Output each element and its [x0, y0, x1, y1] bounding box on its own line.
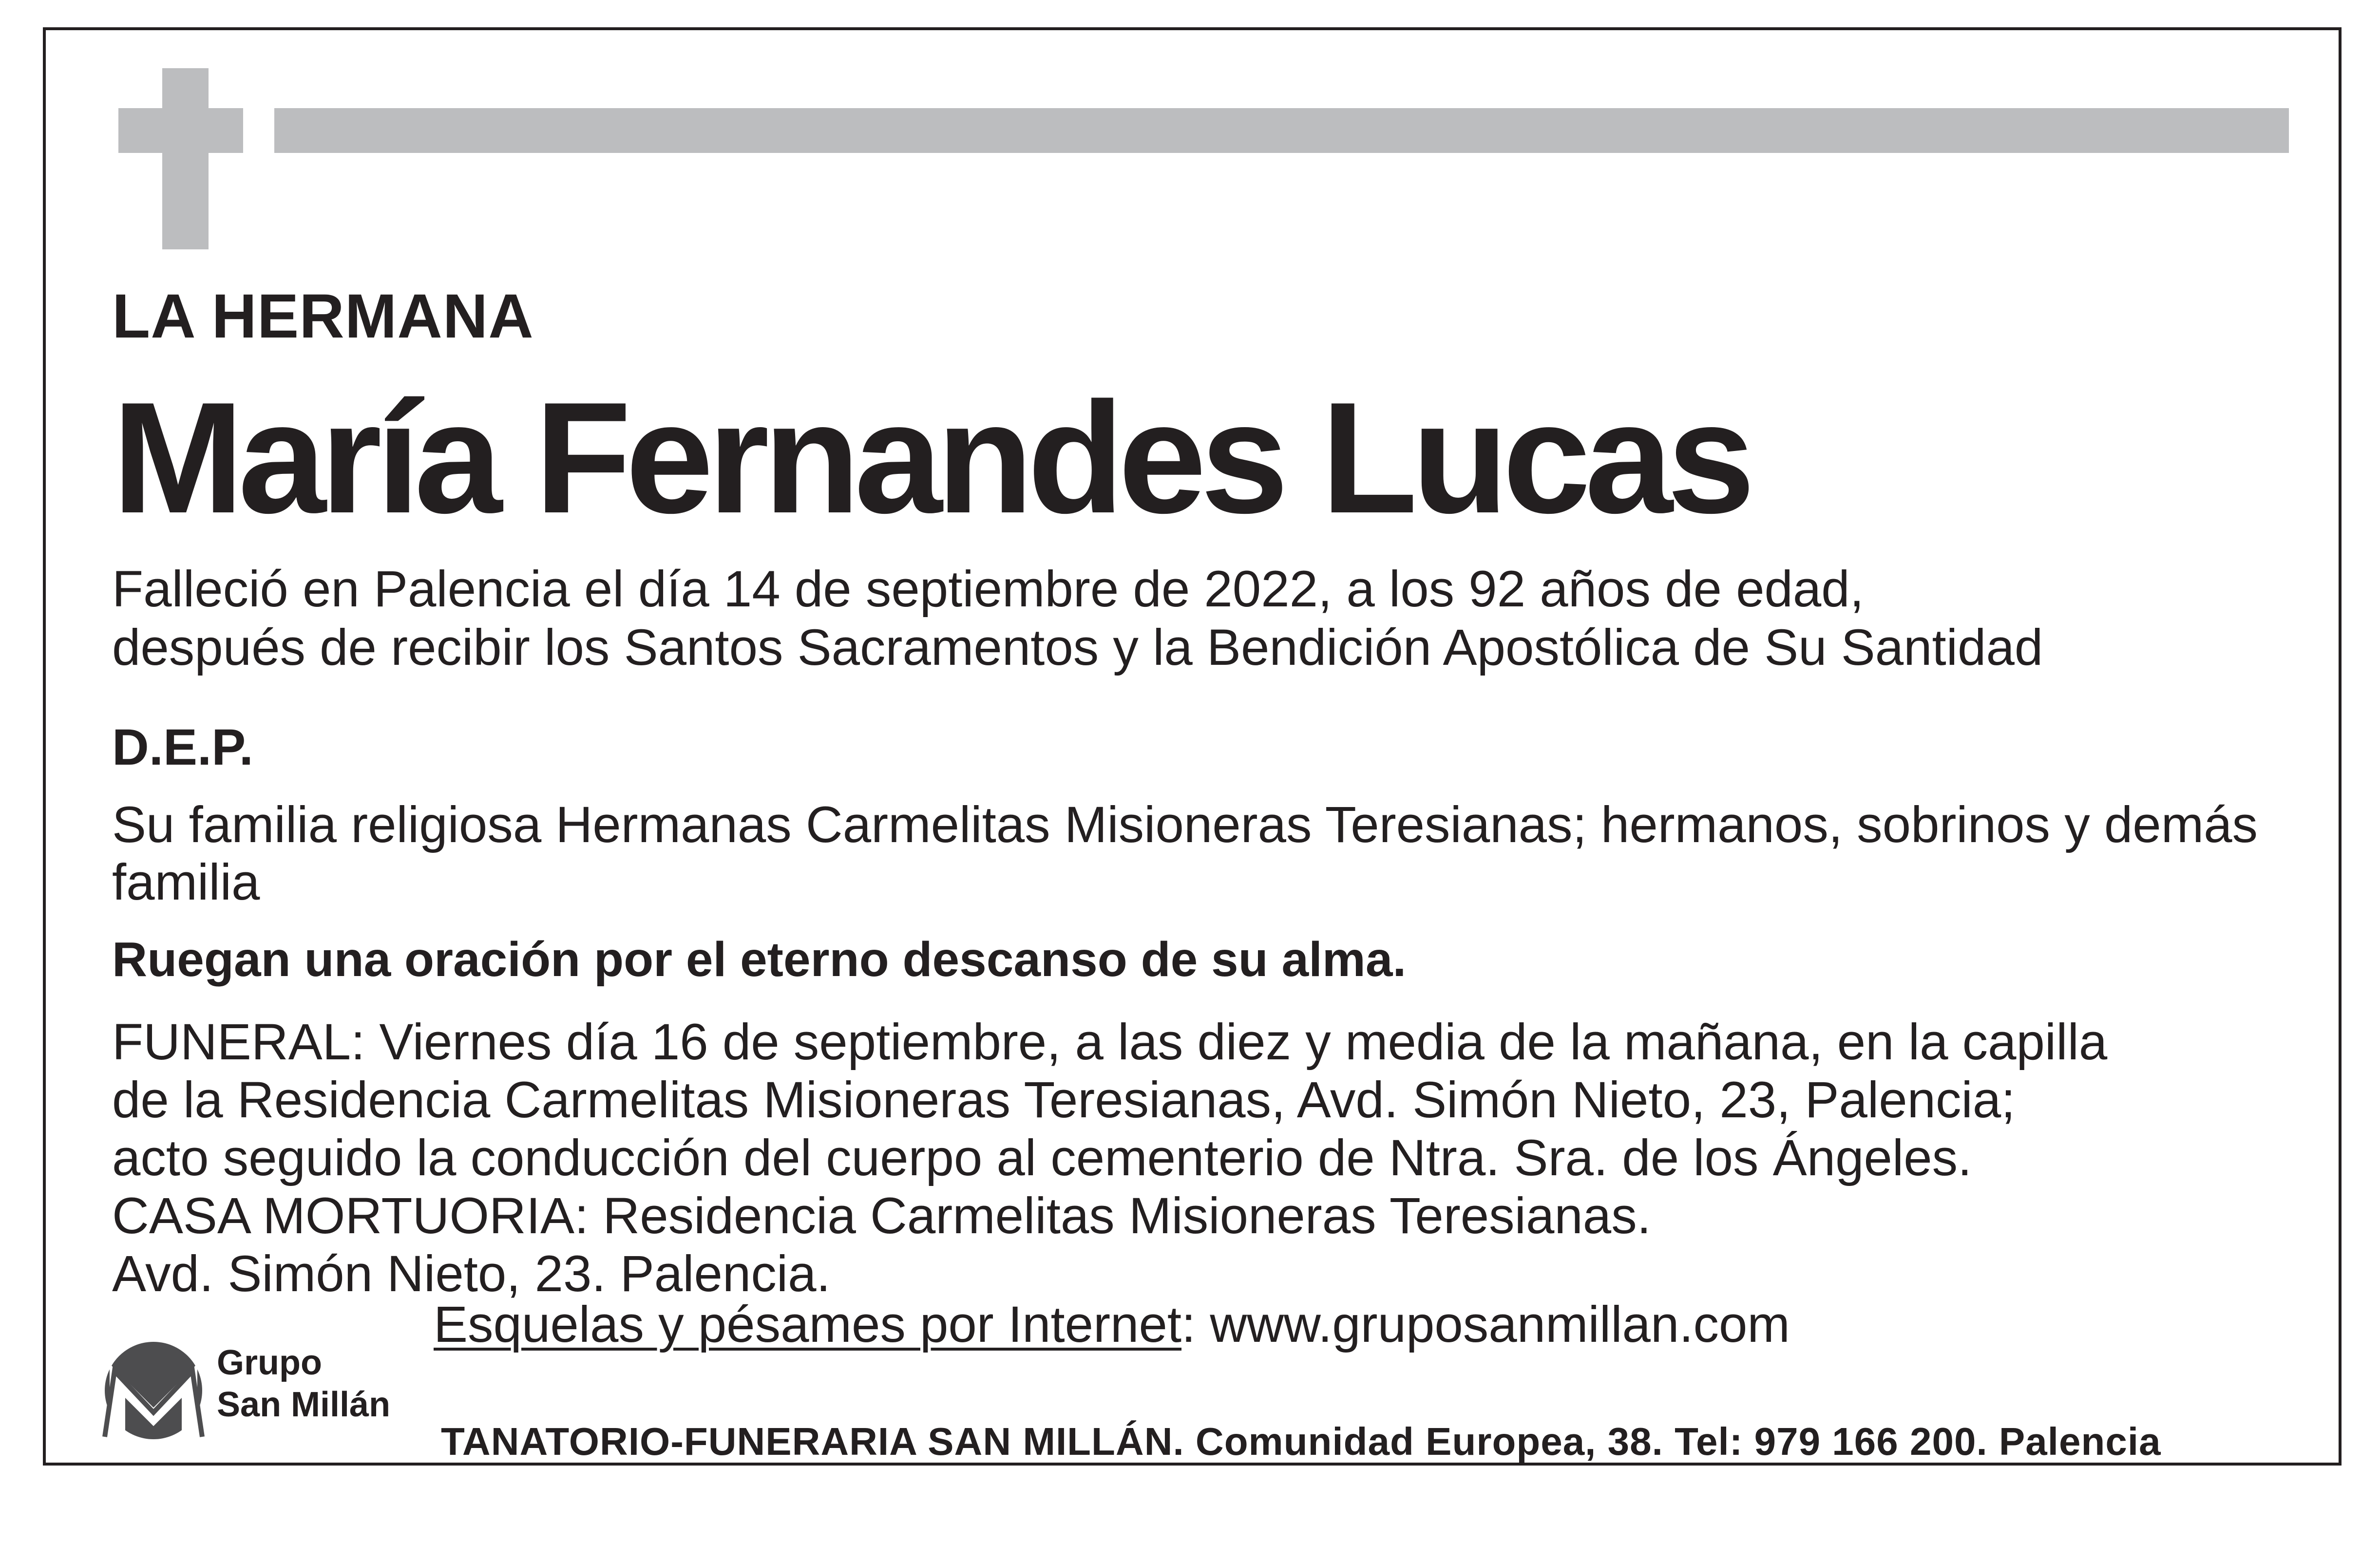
deceased-name: María Fernandes Lucas: [112, 369, 1750, 546]
dep-label: D.E.P.: [112, 719, 253, 776]
internet-separator: :: [1181, 1296, 1196, 1353]
death-notice: [112, 560, 2043, 677]
decorative-rule: [274, 108, 2289, 153]
funeral-details: [112, 1013, 2107, 1303]
website-url[interactable]: www.gruposanmillan.com: [1210, 1296, 1790, 1353]
death-line-2: después de recibir los Santos Sacramentos y la Bendición Apostólica de Su Santidad: [112, 619, 2043, 676]
internet-line: [434, 1296, 1790, 1354]
internet-label: Esquelas y pésames por Internet: [434, 1296, 1182, 1353]
funeral-line: de la Residencia Carmelitas Misioneras Teresianas, Avd. Simón Nieto, 23, Palencia;: [112, 1072, 2016, 1128]
funeral-home-footer: TANATORIO-FUNERARIA SAN MILLÁN. Comunidad Europea, 38. Tel: 979 166 200. Palencia: [441, 1420, 2161, 1463]
cross-vertical-bar: [162, 68, 209, 249]
san-millan-logo-icon: [100, 1335, 207, 1447]
logo-line-2: San Millán: [217, 1385, 391, 1424]
funeral-line: FUNERAL: Viernes día 16 de septiembre, a las diez y media de la mañana, en la capilla: [112, 1014, 2108, 1071]
logo-wordmark: [217, 1342, 390, 1426]
relation-label: LA HERMANA: [112, 282, 534, 351]
family-line-1: Su familia religiosa Hermanas Carmelitas Misioneras Teresianas; hermanos, sobrinos y demás: [112, 796, 2258, 853]
family-line-2: familia: [112, 854, 260, 911]
funeral-line: Avd. Simón Nieto, 23. Palencia.: [112, 1245, 831, 1302]
family-text: [112, 796, 2258, 911]
funeral-line: acto seguido la conducción del cuerpo al cementerio de Ntra. Sra. de los Ángeles.: [112, 1129, 1972, 1186]
prayer-request: Ruegan una oración por el eterno descanso de su alma.: [112, 932, 1407, 987]
funeral-line: CASA MORTUORIA: Residencia Carmelitas Misioneras Teresianas.: [112, 1187, 1651, 1244]
death-line-1: Falleció en Palencia el día 14 de septiembre de 2022, a los 92 años de edad,: [112, 561, 1864, 618]
logo-line-1: Grupo: [217, 1343, 322, 1382]
cross-horizontal-bar: [118, 108, 243, 153]
